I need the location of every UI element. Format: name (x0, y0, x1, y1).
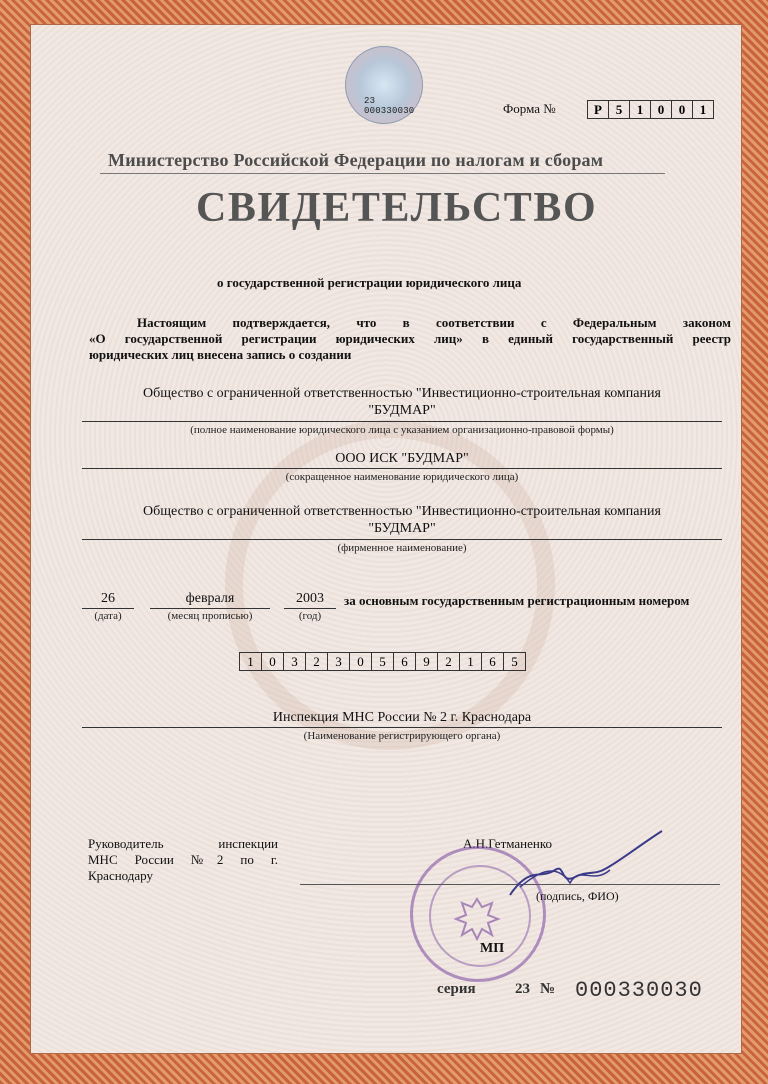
document-subtitle: о государственной регистрации юридического лица (217, 275, 522, 290)
signature-caption: (подпись, ФИО) (536, 889, 619, 903)
registration-digit: 3 (328, 653, 350, 670)
full-name-line-2: "БУДМАР" (368, 403, 436, 418)
position-line-2: МНС России №2 по г. (88, 852, 278, 867)
registration-label: за основным государственным регистрационным номером (344, 593, 690, 608)
firm-name-line-1: Общество с ограниченной ответственностью "Инвестиционно-строительная компания (143, 504, 661, 519)
short-name-underline (82, 468, 722, 469)
registration-digit: 6 (482, 653, 504, 670)
intro-line-2: «О государственной регистрации юридических лиц» в единый государственный реестр (89, 331, 731, 346)
registration-number-boxes (239, 652, 526, 671)
full-name-caption: (полное наименование юридического лица с указанием организационно-правовой формы) (190, 424, 614, 436)
signer-name: А.Н.Гетманенко (463, 836, 553, 851)
date-year-caption: (год) (298, 610, 322, 622)
date-month-underline (150, 608, 270, 609)
date-year-underline (284, 608, 336, 609)
full-name-line-1: Общество с ограниченной ответственностью "Инвестиционно-строительная компания (143, 386, 661, 401)
series-value: 23 (515, 981, 530, 997)
registration-digit: 5 (372, 653, 394, 670)
eagle-seal-icon (448, 893, 506, 943)
date-day-caption: (дата) (94, 610, 122, 622)
form-digit: 0 (672, 101, 693, 118)
ministry-heading: Министерство Российской Федерации по налогам и сборам (108, 150, 604, 170)
registration-digit: 3 (284, 653, 306, 670)
registration-digit: 1 (460, 653, 482, 670)
registration-digit: 0 (350, 653, 372, 670)
form-digit: Р (588, 101, 609, 118)
registration-digit: 2 (438, 653, 460, 670)
short-name-value: ООО ИСК "БУДМАР" (335, 451, 469, 466)
position-line-1: Руководитель инспекции (88, 836, 278, 851)
intro-paragraph (89, 315, 731, 363)
firm-name-underline (82, 539, 722, 540)
intro-line-1: Настоящим подтверждается, что в соответствии с Федеральным законом (137, 315, 731, 330)
series-label: серия (437, 981, 476, 997)
authority-caption: (Наименование регистрирующего органа) (303, 730, 501, 742)
registration-digit: 5 (511, 653, 518, 669)
number-sign: № (540, 981, 556, 997)
ministry-underline (100, 173, 665, 174)
short-name-caption: (сокращенное наименование юридического лица) (285, 471, 519, 483)
authority-underline (82, 727, 722, 728)
registration-digit: 1 (240, 653, 262, 670)
signatory-position (88, 836, 278, 884)
blank-serial-number: 000330030 (575, 978, 703, 1003)
full-name-underline (82, 421, 722, 422)
intro-line-3: юридических лиц внесена запись о создании (89, 347, 352, 362)
date-month-caption: (месяц прописью) (167, 610, 253, 622)
form-digit: 1 (699, 101, 707, 117)
form-digit: 1 (630, 101, 651, 118)
registration-digit: 9 (416, 653, 438, 670)
registering-authority: Инспекция МНС России № 2 г. Краснодара (272, 710, 532, 725)
eagle-watermark-icon (225, 420, 555, 750)
date-month: февраля (185, 591, 235, 606)
form-number-boxes (587, 100, 714, 119)
firm-name-line-2: "БУДМАР" (368, 521, 436, 536)
registration-digit: 0 (262, 653, 284, 670)
registration-digit: 2 (306, 653, 328, 670)
position-line-3: Краснодару (88, 868, 154, 883)
seal-place-label: МП (480, 941, 505, 956)
document-title: СВИДЕТЕЛЬСТВО (196, 185, 598, 231)
date-year: 2003 (296, 591, 324, 606)
form-digit: 5 (609, 101, 630, 118)
form-digit: 0 (651, 101, 672, 118)
hologram-serial: 23 000330030 (364, 96, 415, 116)
date-day: 26 (101, 591, 115, 606)
firm-name-caption: (фирменное наименование) (337, 542, 467, 554)
form-label: Форма № (503, 101, 556, 116)
date-day-underline (82, 608, 134, 609)
registration-digit: 6 (394, 653, 416, 670)
